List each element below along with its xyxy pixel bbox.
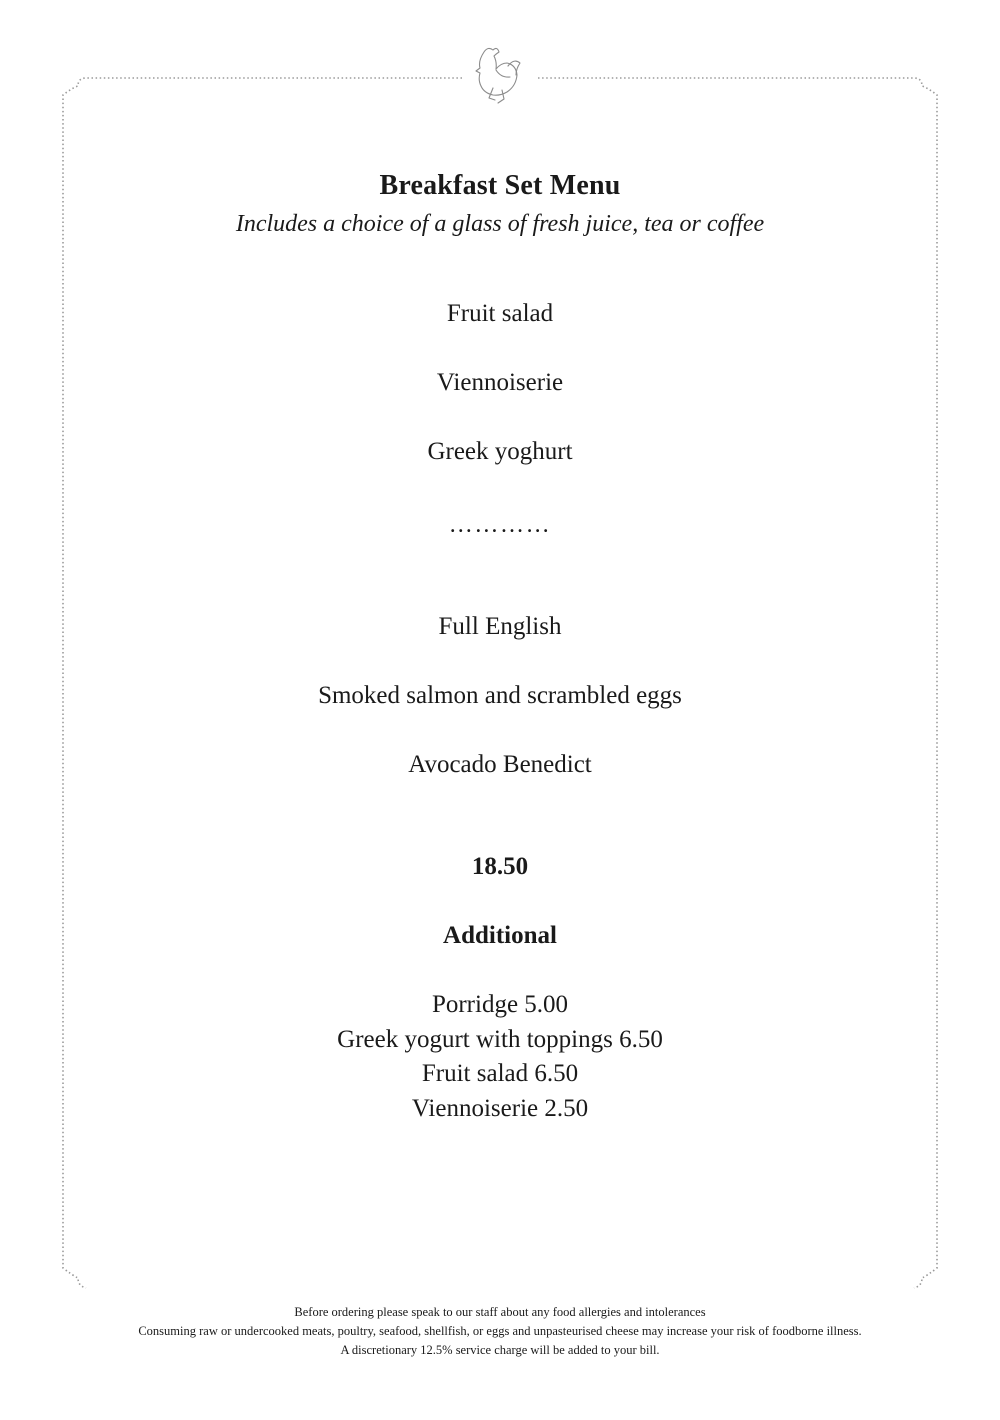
service-charge-notice: A discretionary 12.5% service charge will be added to your bill. xyxy=(340,1343,660,1357)
menu-subtitle: Includes a choice of a glass of fresh juice, tea or coffee xyxy=(235,211,765,237)
additional-item: Porridge 5.00 xyxy=(431,991,569,1018)
additional-heading: Additional xyxy=(443,922,557,949)
additional-list xyxy=(0,988,1000,1126)
additional-item: Greek yogurt with toppings 6.50 xyxy=(337,1025,663,1053)
set-menu-price: 18.50 xyxy=(471,853,529,880)
menu-item: Avocado Benedict xyxy=(408,751,592,778)
section-divider: ………… xyxy=(448,512,552,538)
rooster-icon xyxy=(476,48,520,103)
menu-title: Breakfast Set Menu xyxy=(379,170,621,201)
menu-item: Smoked salmon and scrambled eggs xyxy=(318,682,682,709)
menu-item: Fruit salad xyxy=(446,300,554,327)
allergy-notice: Before ordering please speak to our staff about any food allergies and intolerances xyxy=(294,1305,706,1319)
foodborne-illness-notice: Consuming raw or undercooked meats, poultry, seafood, shellfish, or eggs and unpasteurised cheese may increase your risk of foodborne illness. xyxy=(138,1324,862,1338)
menu-item: Viennoiserie xyxy=(436,369,564,396)
additional-item: Fruit salad 6.50 xyxy=(421,1060,579,1087)
menu-item: Greek yoghurt xyxy=(427,438,573,465)
menu-item: Full English xyxy=(438,613,562,640)
additional-item: Viennoiserie 2.50 xyxy=(411,1094,589,1122)
footer-notes xyxy=(0,1303,1000,1360)
